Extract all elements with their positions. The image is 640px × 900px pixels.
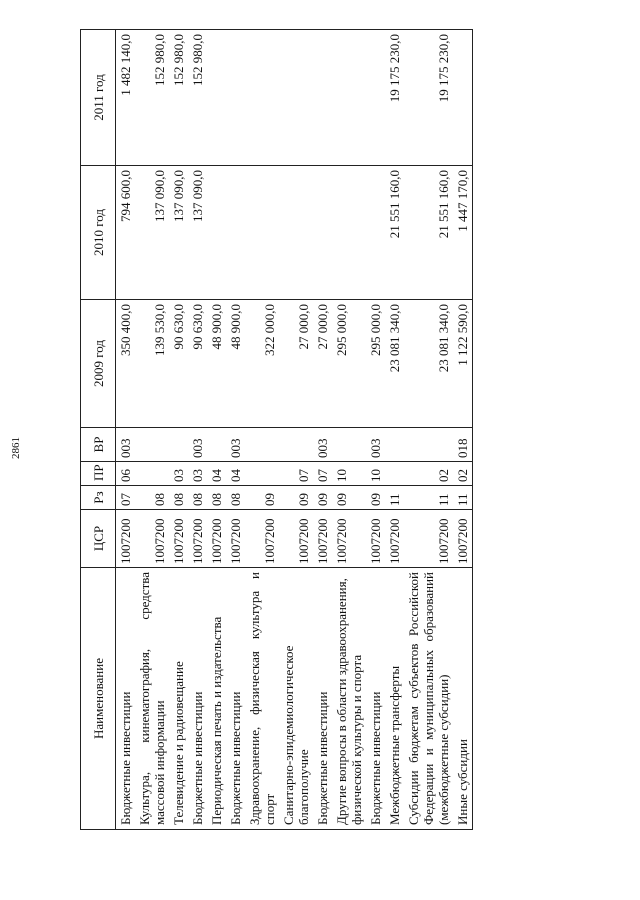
row-2011: [313, 30, 332, 166]
row-rz: 08: [169, 486, 188, 510]
row-pr: 07: [313, 462, 332, 486]
row-2010: 794 600,0: [116, 166, 136, 300]
row-2010: 1 447 170,0: [453, 166, 473, 300]
row-2011: [332, 30, 366, 166]
row-pr: [135, 462, 169, 486]
row-rz: 08: [226, 486, 245, 510]
table-row: [332, 30, 366, 830]
row-2009: 139 530,0: [135, 300, 169, 428]
row-rz: 07: [116, 486, 136, 510]
row-pr: 03: [188, 462, 207, 486]
table-row: [279, 30, 313, 830]
header-2011: 2011 год: [81, 30, 116, 166]
row-vr: 003: [366, 428, 385, 462]
row-name: Телевидение и радиовещание: [169, 568, 188, 830]
row-name: Бюджетные инвестиции: [366, 568, 385, 830]
row-vr: 003: [313, 428, 332, 462]
row-rz: 11: [453, 486, 473, 510]
row-name: Межбюджетные трансферты: [385, 568, 404, 830]
budget-table: [80, 29, 473, 830]
row-pr: 04: [226, 462, 245, 486]
header-vr: ВР: [81, 428, 116, 462]
row-rz: 09: [366, 486, 385, 510]
header-2009: 2009 год: [81, 300, 116, 428]
table-row: [245, 30, 279, 830]
row-rz: 08: [135, 486, 169, 510]
row-pr: [245, 462, 279, 486]
row-csr: 1007200: [188, 510, 207, 568]
row-name: Здравоохранение, физическая культура и спорт: [245, 568, 279, 830]
rotated-table-frame: [80, 30, 600, 830]
row-vr: [385, 428, 404, 462]
row-vr: [279, 428, 313, 462]
row-csr: 1007200: [135, 510, 169, 568]
row-vr: 003: [116, 428, 136, 462]
row-name: Другие вопросы в области здравоохранения, физической культуры и спорта: [332, 568, 366, 830]
row-pr: 07: [279, 462, 313, 486]
row-pr: 04: [207, 462, 226, 486]
row-vr: 018: [453, 428, 473, 462]
row-name: Бюджетные инвестиции: [116, 568, 136, 830]
table-row: [366, 30, 385, 830]
row-csr: 1007200: [279, 510, 313, 568]
header-rz: Рз: [81, 486, 116, 510]
row-2010: [279, 166, 313, 300]
row-2010: 21 551 160,0: [385, 166, 404, 300]
row-2009: 48 900,0: [226, 300, 245, 428]
row-2011: [207, 30, 226, 166]
row-2010: [366, 166, 385, 300]
row-csr: 1007200: [245, 510, 279, 568]
row-2010: [226, 166, 245, 300]
row-2011: [366, 30, 385, 166]
row-vr: [207, 428, 226, 462]
table-row: [207, 30, 226, 830]
row-rz: 09: [332, 486, 366, 510]
row-2011: [453, 30, 473, 166]
row-2011: [226, 30, 245, 166]
row-vr: 003: [188, 428, 207, 462]
row-csr: 1007200: [453, 510, 473, 568]
row-2009: 295 000,0: [332, 300, 366, 428]
row-2009: 90 630,0: [188, 300, 207, 428]
row-2009: 350 400,0: [116, 300, 136, 428]
row-pr: 10: [366, 462, 385, 486]
row-2010: [332, 166, 366, 300]
row-csr: 1007200: [404, 510, 453, 568]
row-rz: 08: [188, 486, 207, 510]
row-2010: [207, 166, 226, 300]
row-2011: 152 980,0: [135, 30, 169, 166]
row-rz: 09: [245, 486, 279, 510]
row-2011: 1 482 140,0: [116, 30, 136, 166]
row-vr: [332, 428, 366, 462]
row-vr: [404, 428, 453, 462]
row-2011: 19 175 230,0: [404, 30, 453, 166]
row-pr: 02: [404, 462, 453, 486]
table-row: [188, 30, 207, 830]
row-csr: 1007200: [116, 510, 136, 568]
row-vr: 003: [226, 428, 245, 462]
row-name: Иные субсидии: [453, 568, 473, 830]
row-name: Субсидии бюджетам субъектов Российской Федерации и муниципальных образований (межбюджетные субсидии): [404, 568, 453, 830]
row-2011: 152 980,0: [188, 30, 207, 166]
row-name: Периодическая печать и издательства: [207, 568, 226, 830]
row-csr: 1007200: [385, 510, 404, 568]
row-2009: 90 630,0: [169, 300, 188, 428]
row-pr: 06: [116, 462, 136, 486]
page-number: 2861: [10, 437, 22, 459]
row-2010: 137 090,0: [135, 166, 169, 300]
row-2009: 27 000,0: [313, 300, 332, 428]
row-2010: 137 090,0: [169, 166, 188, 300]
header-2010: 2010 год: [81, 166, 116, 300]
row-2010: [245, 166, 279, 300]
row-2011: 152 980,0: [169, 30, 188, 166]
row-2009: 295 000,0: [366, 300, 385, 428]
header-name: Наименование: [81, 568, 116, 830]
row-2009: 23 081 340,0: [385, 300, 404, 428]
table-row: [169, 30, 188, 830]
row-rz: 09: [313, 486, 332, 510]
row-2010: 21 551 160,0: [404, 166, 453, 300]
header-csr: ЦСР: [81, 510, 116, 568]
row-2009: 1 122 590,0: [453, 300, 473, 428]
table-row: [404, 30, 453, 830]
row-name: Бюджетные инвестиции: [226, 568, 245, 830]
row-vr: [245, 428, 279, 462]
row-csr: 1007200: [313, 510, 332, 568]
row-2011: [279, 30, 313, 166]
table-row: [135, 30, 169, 830]
row-name: Культура, кинематография, средства массовой информации: [135, 568, 169, 830]
row-pr: 02: [453, 462, 473, 486]
row-vr: [135, 428, 169, 462]
row-rz: 08: [207, 486, 226, 510]
row-csr: 1007200: [207, 510, 226, 568]
row-csr: 1007200: [366, 510, 385, 568]
table-row: [116, 30, 136, 830]
row-name: Бюджетные инвестиции: [313, 568, 332, 830]
row-2010: 137 090,0: [188, 166, 207, 300]
row-rz: 11: [404, 486, 453, 510]
row-rz: 09: [279, 486, 313, 510]
table-row: [453, 30, 473, 830]
row-csr: 1007200: [169, 510, 188, 568]
rotated-table-container: [80, 30, 600, 830]
table-row: [385, 30, 404, 830]
row-2009: 48 900,0: [207, 300, 226, 428]
row-2010: [313, 166, 332, 300]
row-2009: 23 081 340,0: [404, 300, 453, 428]
row-2011: 19 175 230,0: [385, 30, 404, 166]
row-name: Бюджетные инвестиции: [188, 568, 207, 830]
row-rz: 11: [385, 486, 404, 510]
row-pr: [385, 462, 404, 486]
row-2009: 27 000,0: [279, 300, 313, 428]
row-pr: 10: [332, 462, 366, 486]
row-vr: [169, 428, 188, 462]
row-name: Санитарно-эпидемиологическое благополучие: [279, 568, 313, 830]
row-2011: [245, 30, 279, 166]
row-csr: 1007200: [332, 510, 366, 568]
row-csr: 1007200: [226, 510, 245, 568]
row-2009: 322 000,0: [245, 300, 279, 428]
table-row: [226, 30, 245, 830]
header-pr: ПР: [81, 462, 116, 486]
table-row: [313, 30, 332, 830]
header-row: [81, 30, 116, 830]
row-pr: 03: [169, 462, 188, 486]
